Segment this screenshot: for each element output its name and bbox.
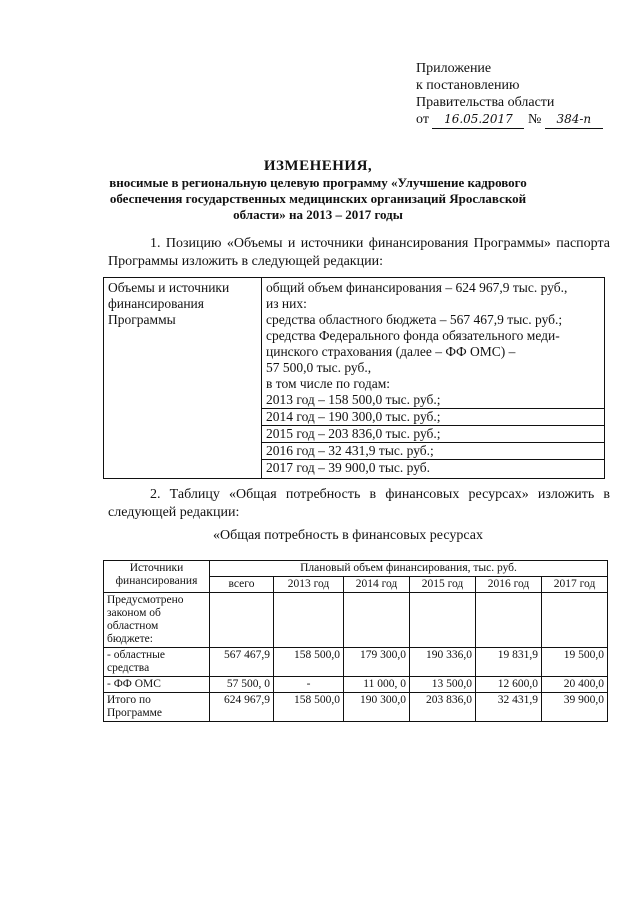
cell-value — [274, 593, 344, 648]
resources-table — [103, 560, 608, 722]
cell-value: 20 400,0 — [542, 677, 608, 693]
column-header: 2014 год — [344, 577, 410, 593]
appendix-block — [416, 60, 603, 129]
financing-line: из них: — [266, 296, 307, 311]
cell-value: 179 300,0 — [344, 648, 410, 677]
appendix-date-line — [416, 111, 603, 129]
row-label: - ФФ ОМС — [104, 677, 210, 693]
column-header: 2013 год — [274, 577, 344, 593]
source-header: Источники финансирования — [104, 561, 210, 593]
cell-value: 567 467,9 — [210, 648, 274, 677]
cell-value: 19 500,0 — [542, 648, 608, 677]
financing-line: 2014 год – 190 300,0 тыс. руб.; — [262, 409, 604, 426]
financing-line: общий объем финансирования – 624 967,9 тыс. руб., — [266, 280, 568, 295]
cell-value: 158 500,0 — [274, 648, 344, 677]
row-label: Предусмотрено законом об областном бюджете: — [104, 593, 210, 648]
paragraph-2: 2. Таблицу «Общая потребность в финансовых ресурсах» изложить в следующей редакции: — [108, 487, 610, 520]
cell-value: 203 836,0 — [410, 693, 476, 722]
table-caption: «Общая потребность в финансовых ресурсах — [213, 528, 483, 543]
appendix-line: Правительства области — [416, 95, 555, 110]
title-line: области» на 2013 – 2017 годы — [233, 207, 403, 222]
table-row — [104, 648, 608, 677]
table-row — [104, 693, 608, 722]
financing-line: 2015 год – 203 836,0 тыс. руб.; — [262, 426, 604, 443]
cell-value: 158 500,0 — [274, 693, 344, 722]
financing-line: 57 500,0 тыс. руб., — [266, 360, 372, 375]
financing-details — [262, 278, 605, 479]
cell-value: 57 500, 0 — [210, 677, 274, 693]
table-row — [104, 593, 608, 648]
handwritten-number: 384-п — [545, 111, 603, 129]
appendix-line: к постановлению — [416, 78, 520, 93]
title-heading: ИЗМЕНЕНИЯ, — [263, 158, 373, 174]
cell-value — [476, 593, 542, 648]
financing-label: Объемы и источники финансирования Программы — [104, 278, 262, 479]
financing-line: средства Федерального фонда обязательного меди- — [266, 328, 560, 343]
cell-value — [410, 593, 476, 648]
cell-value: 11 000, 0 — [344, 677, 410, 693]
cell-value — [344, 593, 410, 648]
planned-header: Плановый объем финансирования, тыс. руб. — [210, 561, 608, 577]
cell-value: 624 967,9 — [210, 693, 274, 722]
cell-value: - — [274, 677, 344, 693]
cell-value: 13 500,0 — [410, 677, 476, 693]
appendix-line: Приложение — [416, 61, 492, 76]
title-line: обеспечения государственных медицинских организаций Ярославской — [109, 191, 527, 206]
financing-line: 2016 год – 32 431,9 тыс. руб.; — [262, 443, 604, 460]
cell-value: 12 600,0 — [476, 677, 542, 693]
cell-value: 19 831,9 — [476, 648, 542, 677]
handwritten-date: 16.05.2017 — [432, 111, 524, 129]
column-header: 2016 год — [476, 577, 542, 593]
table-row — [104, 677, 608, 693]
column-header: 2017 год — [542, 577, 608, 593]
financing-table — [103, 277, 605, 479]
row-label: - областные средства — [104, 648, 210, 677]
cell-value: 39 900,0 — [542, 693, 608, 722]
column-header: 2015 год — [410, 577, 476, 593]
document-title — [108, 157, 528, 223]
cell-value — [210, 593, 274, 648]
title-line: вносимые в региональную целевую программу «Улучшение кадрового — [109, 175, 527, 190]
financing-line: 2013 год – 158 500,0 тыс. руб.; — [262, 392, 604, 409]
cell-value — [542, 593, 608, 648]
row-label: Итого по Программе — [104, 693, 210, 722]
from-label: от — [416, 112, 429, 127]
cell-value: 190 300,0 — [344, 693, 410, 722]
paragraph-1: 1. Позицию «Объемы и источники финансирования Программы» паспорта Программы изложить в следующей редакции: — [108, 236, 610, 269]
number-label: № — [527, 112, 542, 127]
cell-value: 32 431,9 — [476, 693, 542, 722]
financing-line: в том числе по годам: — [266, 376, 391, 391]
cell-value: 190 336,0 — [410, 648, 476, 677]
financing-line: цинского страхования (далее – ФФ ОМС) – — [266, 344, 516, 359]
financing-line: 2017 год – 39 900,0 тыс. руб. — [266, 460, 431, 475]
column-header: всего — [210, 577, 274, 593]
financing-line: средства областного бюджета – 567 467,9 тыс. руб.; — [266, 312, 563, 327]
